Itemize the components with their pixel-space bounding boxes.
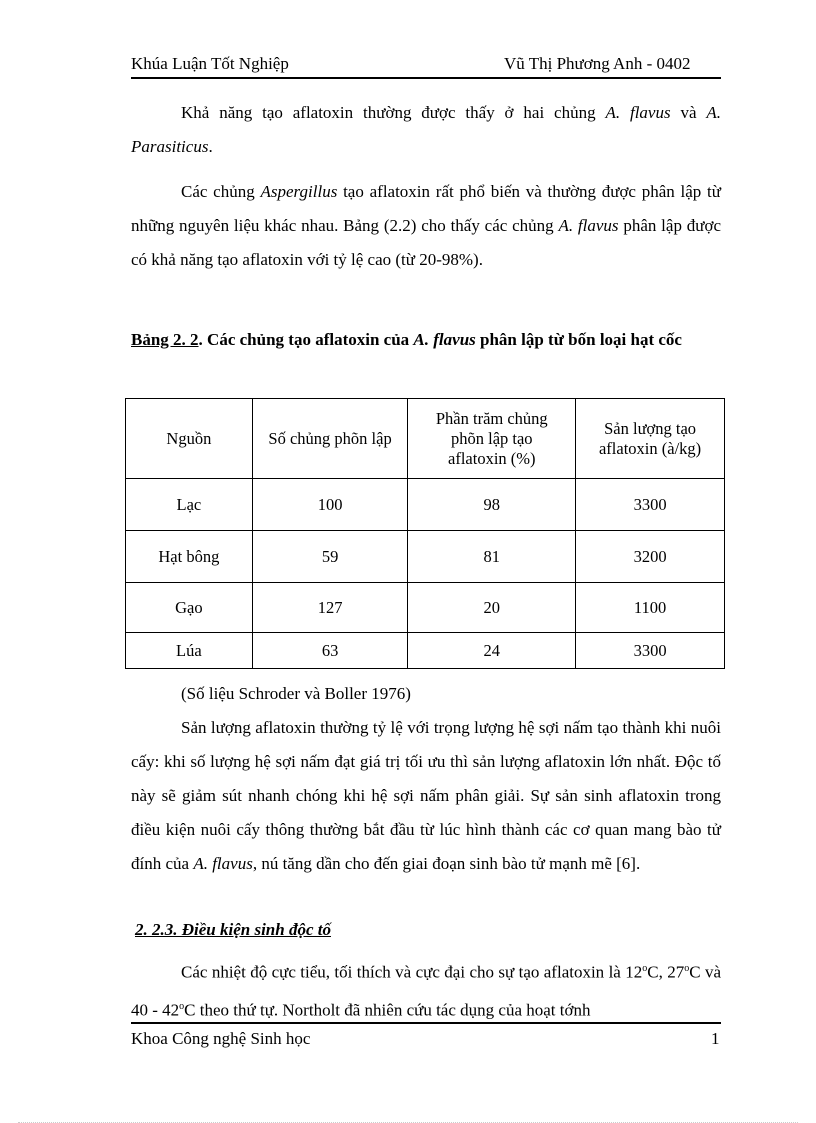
table-cell: 59	[252, 531, 408, 583]
table-header-row	[126, 399, 725, 479]
table-cell: Gạo	[126, 583, 253, 633]
header-rule	[131, 77, 721, 79]
table-header-cell: Nguồn	[126, 399, 253, 479]
footer-left: Khoa Công nghệ Sinh học	[131, 1029, 311, 1048]
section-heading: 2. 2.3. Điều kiện sinh độc tố	[135, 920, 331, 939]
table-header-cell: Phần trăm chủng phõn lập tạo aflatoxin (%)	[408, 399, 576, 479]
header-right: Vũ Thị Phương Anh - 0402	[504, 54, 691, 73]
table-cell: 20	[408, 583, 576, 633]
table-cell: 3200	[576, 531, 725, 583]
source-note: (Số liệu Schroder và Boller 1976)	[181, 684, 411, 703]
table-row	[126, 479, 725, 531]
table-row	[126, 531, 725, 583]
paragraph-2: Các chủng Aspergillus tạo aflatoxin rất phổ biến và thường được phân lập từ những nguyên liệu khác nhau. Bảng (2.2) cho thấy các chủng A. flavus phân lập được có khả năng tạo aflatoxin với tỷ lệ cao (từ 20-98%).	[131, 182, 721, 269]
table-cell: 98	[408, 479, 576, 531]
table-header-cell: Số chủng phõn lập	[252, 399, 408, 479]
table-cell: 81	[408, 531, 576, 583]
table-cell: Lúa	[126, 633, 253, 669]
table-caption: Bảng 2. 2. Các chủng tạo aflatoxin của A. flavus phân lập từ bốn loại hạt cốc	[131, 330, 682, 349]
table-header-cell: Sản lượng tạo aflatoxin (à/kg)	[576, 399, 725, 479]
table-cell: 100	[252, 479, 408, 531]
table-row	[126, 583, 725, 633]
data-table	[125, 398, 725, 669]
table-cell: 127	[252, 583, 408, 633]
table-cell: Lạc	[126, 479, 253, 531]
footer-rule	[131, 1022, 721, 1024]
paragraph-4: Các nhiệt độ cực tiểu, tối thích và cực đại cho sự tạo aflatoxin là 12$^o$C, 27$^o$C và 40 - 42$^o$C theo thứ tự. Northolt đã nhiên cứu tác dụng của hoạt tớnh	[131, 962, 721, 1020]
table-cell: 3300	[576, 479, 725, 531]
table-cell: 63	[252, 633, 408, 669]
table-cell: 3300	[576, 633, 725, 669]
table-cell: 24	[408, 633, 576, 669]
header-left: Khúa Luận Tốt Nghiệp	[131, 54, 289, 73]
table-cell: Hạt bông	[126, 531, 253, 583]
paragraph-1: Khả năng tạo aflatoxin thường được thấy ở hai chủng A. flavus và A. Parasiticus.	[131, 103, 721, 156]
paragraph-3: Sản lượng aflatoxin thường tỷ lệ với trọng lượng hệ sợi nấm tạo thành khi nuôi cấy: khi số lượng hệ sợi nấm đạt giá trị tối ưu thì sản lượng aflatoxin lớn nhất. Độc tố này sẽ giảm sút nhanh chóng khi hệ sợi nấm phân giải. Sự sản sinh aflatoxin trong điều kiện nuôi cấy thông thường bắt đầu từ lúc hình thành các cơ quan mang bào tử đính của A. flavus, nú tăng dần cho đến giai đoạn sinh bào tử mạnh mẽ [6].	[131, 718, 721, 873]
table-cell: 1100	[576, 583, 725, 633]
page-number: 1	[711, 1029, 720, 1048]
table-row	[126, 633, 725, 669]
